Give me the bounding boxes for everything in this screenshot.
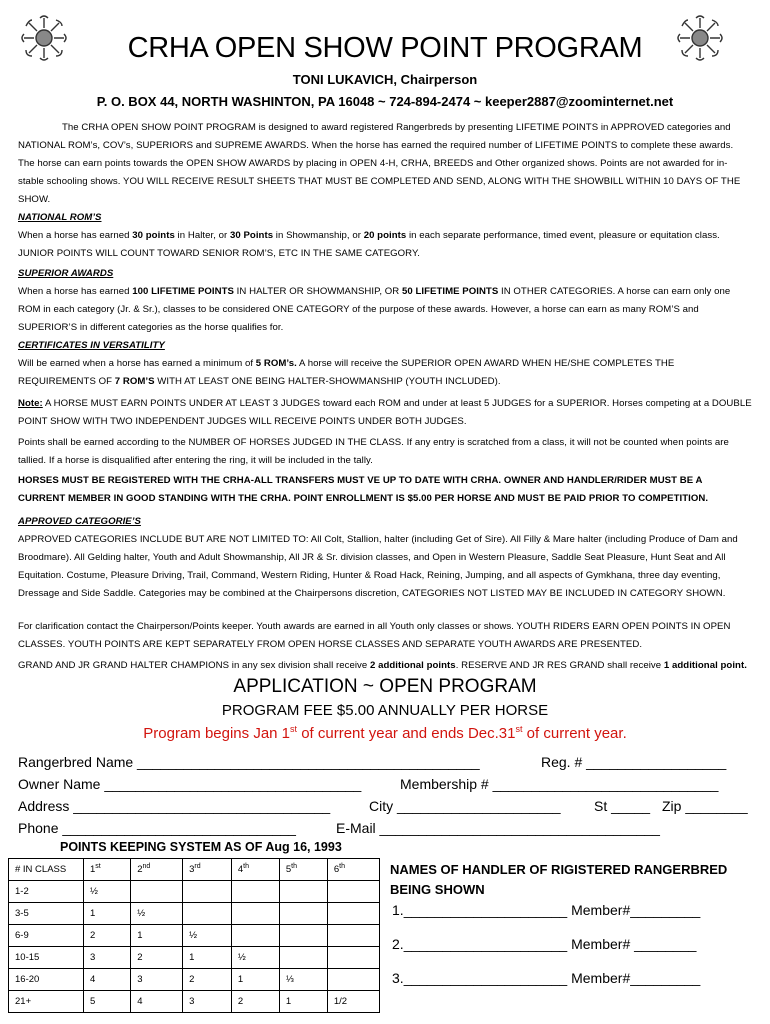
city-field[interactable]: City _____________________: [369, 798, 561, 814]
header-cell: 1st: [84, 859, 131, 881]
table-cell: 1-2: [9, 881, 84, 903]
header-cell: 4th: [231, 859, 279, 881]
table-cell: [231, 881, 279, 903]
table-cell: 3-5: [9, 903, 84, 925]
table-cell: 21+: [9, 991, 84, 1013]
table-cell: ⅓: [279, 969, 327, 991]
email-field[interactable]: E-Mail ____________________________________: [336, 820, 660, 836]
table-cell: 2: [131, 947, 183, 969]
points-rule-paragraph: Points shall be earned according to the NUMBER OF HORSES JUDGED IN THE CLASS. If any entry is scratched from a class, it will not be counted when points are tallied. If a horse is disqualified after entering the ring, it will be included in the tally.: [18, 437, 729, 466]
table-cell: [327, 925, 379, 947]
handler-line-3[interactable]: 3._____________________ Member#_________: [392, 970, 701, 986]
handler-line-1[interactable]: 1._____________________ Member#_________: [392, 902, 701, 918]
transfer-paragraph: HORSES MUST BE REGISTERED WITH THE CRHA-ALL TRANSFERS MUST VE UP TO DATE WITH CRHA. OWNER AND HANDLER/RIDER MUST BE A CURRENT MEMBER IN GOOD STANDING WITH THE CRHA. POINT ENROLLMENT IS $5.00 PER HORSE AND MUST BE PAID PRIOR TO COMPETITION.: [18, 475, 709, 504]
handler-names-heading: NAMES OF HANDLER OF RIGISTERED RANGERBRED BEING SHOWN: [390, 862, 728, 897]
table-cell: 1: [279, 991, 327, 1013]
table-cell: 6-9: [9, 925, 84, 947]
table-cell: 4: [84, 969, 131, 991]
chairperson-line: TONI LUKAVICH, Chairperson: [292, 72, 478, 87]
membership-number-field[interactable]: Membership # _____________________________: [400, 776, 719, 792]
table-cell: 3: [84, 947, 131, 969]
national-rom-section: [18, 209, 752, 263]
table-cell: [183, 903, 232, 925]
versatility-heading: CERTIFICATES IN VERSATILITY: [18, 340, 165, 351]
points-table: [8, 858, 380, 1013]
program-fee: PROGRAM FEE $5.00 ANNUALLY PER HORSE: [221, 702, 549, 719]
table-cell: 2: [231, 991, 279, 1013]
table-cell: ½: [84, 881, 131, 903]
table-cell: 4: [131, 991, 183, 1013]
table-cell: ½: [131, 903, 183, 925]
document-title: CRHA OPEN SHOW POINT PROGRAM: [127, 32, 643, 64]
national-rom-heading: NATIONAL ROM’S: [18, 212, 102, 223]
table-cell: 3: [131, 969, 183, 991]
table-cell: 2: [183, 969, 232, 991]
table-cell: 1: [183, 947, 232, 969]
header-cell: 3rd: [183, 859, 232, 881]
intro-paragraph: The CRHA OPEN SHOW POINT PROGRAM is designed to award registered Rangerbreds by presenting LIFETIME POINTS in APPROVED categories and NATIONAL ROM’s, COV’s, SUPERIORS and SUPREME AWARDS. When the horse has earned the required number of LIFETIME POINTS to complete these awards. The horse can earn points towards the OPEN SHOW AWARDS by placing in OPEN 4-H, CRHA, BREEDS and Other organized shows. Points are not awarded for in-stable schooling shows. YOU WILL RECEIVE RESULT SHEETS THAT MUST BE COMPLETED AND SEND, ALONG WITH THE SHOWBILL WITHIN 10 DAYS OF THE SHOW.: [18, 122, 741, 205]
contact-address-line: P. O. BOX 44, NORTH WASHINTON, PA 16048 ~ 724-894-2474 ~ keeper2887@zoominternet.net: [96, 94, 674, 109]
table-cell: 2: [84, 925, 131, 947]
table-cell: ½: [183, 925, 232, 947]
table-cell: [183, 881, 232, 903]
program-dates: Program begins Jan 1st of current year and ends Dec.31st of current year.: [143, 724, 627, 742]
handler-line-2[interactable]: 2._____________________ Member# ________: [392, 936, 697, 952]
table-cell: 5: [84, 991, 131, 1013]
table-cell: [231, 925, 279, 947]
table-row: [9, 947, 380, 969]
header-cell: 5th: [279, 859, 327, 881]
zip-field[interactable]: Zip ________: [662, 798, 748, 814]
owner-name-field[interactable]: Owner Name _________________________________: [18, 776, 362, 792]
table-row: [9, 925, 380, 947]
table-cell: [327, 969, 379, 991]
table-cell: [279, 881, 327, 903]
table-cell: 16-20: [9, 969, 84, 991]
clarification-paragraph: For clarification contact the Chairperson/Points keeper. Youth awards are earned in all Youth only classes or shows. YOUTH RIDERS EARN OPEN POINTS IN OPEN CLASSES. YOUTH POINTS ARE KEPT SEPARATELY FROM OPEN HORSE CLASSES AND SEPARATE YOUTH AWARDS ARE PRESENTED.: [18, 621, 731, 650]
table-cell: 3: [183, 991, 232, 1013]
table-cell: [279, 903, 327, 925]
table-cell: [327, 881, 379, 903]
rangerbred-name-field[interactable]: Rangerbred Name ____________________________________________: [18, 754, 480, 770]
approved-categories-heading: APPROVED CATEGORIE’S: [18, 516, 141, 527]
header-cell: 2nd: [131, 859, 183, 881]
points-table-header: [9, 859, 380, 881]
table-row: [9, 903, 380, 925]
reg-number-field[interactable]: Reg. # __________________: [541, 754, 727, 770]
superior-awards-text: When a horse has earned 100 LIFETIME POINTS IN HALTER OR SHOWMANSHIP, OR 50 LIFETIME POINTS IN OTHER CATEGORIES. A horse can earn only one ROM in each category (Jr. & Sr.), classes to be considered ONE CATEGORY of the purpose of these awards. However, a horse can earn as many ROM’S and SUPERIOR’S in different categories as the horse qualifies for.: [18, 286, 731, 333]
grand-champion-paragraph: GRAND AND JR GRAND HALTER CHAMPIONS in any sex division shall receive 2 additional points. RESERVE AND JR RES GRAND shall receive 1 additional point.: [18, 660, 747, 671]
table-cell: 1: [84, 903, 131, 925]
header-cell: # IN CLASS: [9, 859, 84, 881]
application-title: APPLICATION ~ OPEN PROGRAM: [233, 676, 537, 697]
state-field[interactable]: St _____: [594, 798, 651, 814]
phone-field[interactable]: Phone ______________________________: [18, 820, 296, 836]
table-cell: ½: [231, 947, 279, 969]
table-row: [9, 881, 380, 903]
table-row: [9, 991, 380, 1013]
header-cell: 6th: [327, 859, 379, 881]
versatility-text: Will be earned when a horse has earned a minimum of 5 ROM’s. A horse will receive the SUPERIOR OPEN AWARD WHEN HE/SHE COMPLETES THE REQUIREMENTS OF 7 ROM’S WITH AT LEAST ONE BEING HALTER-SHOWMANSHIP (YOUTH INCLUDED).: [18, 358, 675, 387]
superior-awards-heading: SUPERIOR AWARDS: [18, 268, 114, 279]
table-cell: [279, 925, 327, 947]
table-cell: [131, 881, 183, 903]
table-cell: [327, 903, 379, 925]
national-rom-text: When a horse has earned 30 points in Halter, or 30 Points in Showmanship, or 20 points in each separate performance, timed event, pleasure or equitation class. JUNIOR POINTS WILL COUNT TOWARD SENIOR ROM’S, ETC IN THE SAME CATEGORY.: [18, 230, 720, 259]
table-cell: 1: [231, 969, 279, 991]
points-table-title: POINTS KEEPING SYSTEM AS OF Aug 16, 1993: [60, 840, 342, 854]
table-cell: 1/2: [327, 991, 379, 1013]
table-cell: 10-15: [9, 947, 84, 969]
address-field[interactable]: Address _________________________________: [18, 798, 331, 814]
superior-awards-section: [18, 265, 752, 337]
note-paragraph: Note: A HORSE MUST EARN POINTS UNDER AT LEAST 3 JUDGES toward each ROM and under at least 5 JUDGES for a SUPERIOR. Horses competing at a DOUBLE POINT SHOW WITH TWO INDEPENDENT JUDGES WILL RECEIVE POINTS UNDER BOTH JUDGES.: [18, 398, 752, 427]
table-cell: [279, 947, 327, 969]
table-cell: [327, 947, 379, 969]
approved-categories-section: [18, 513, 752, 603]
versatility-section: [18, 337, 752, 391]
table-row: [9, 969, 380, 991]
approved-categories-text: APPROVED CATEGORIES INCLUDE BUT ARE NOT LIMITED TO: All Colt, Stallion, halter (including Get of Sire). All Filly & Mare halter (including Produce of Dam and Broodmare). All Gelding halter, Youth and Adult Showmanship, All JR & Sr. division classes, and Open in Western Pleasure, Saddle Seat Pleasure, Hunt Seat and All Equitation. Costume, Pleasure Driving, Trail, Command, Western Riding, Hunter & Road Hack, Reining, Jumping, and all aspects of Gymkhana, three day eventing, Dressage and Side Saddle. Categories may be combined at the Chairpersons discretion, CATEGORIES NOT LISTED MAY BE INCLUDED IN CATEGORY SHOWN.: [18, 534, 738, 599]
table-cell: [231, 903, 279, 925]
table-cell: 1: [131, 925, 183, 947]
